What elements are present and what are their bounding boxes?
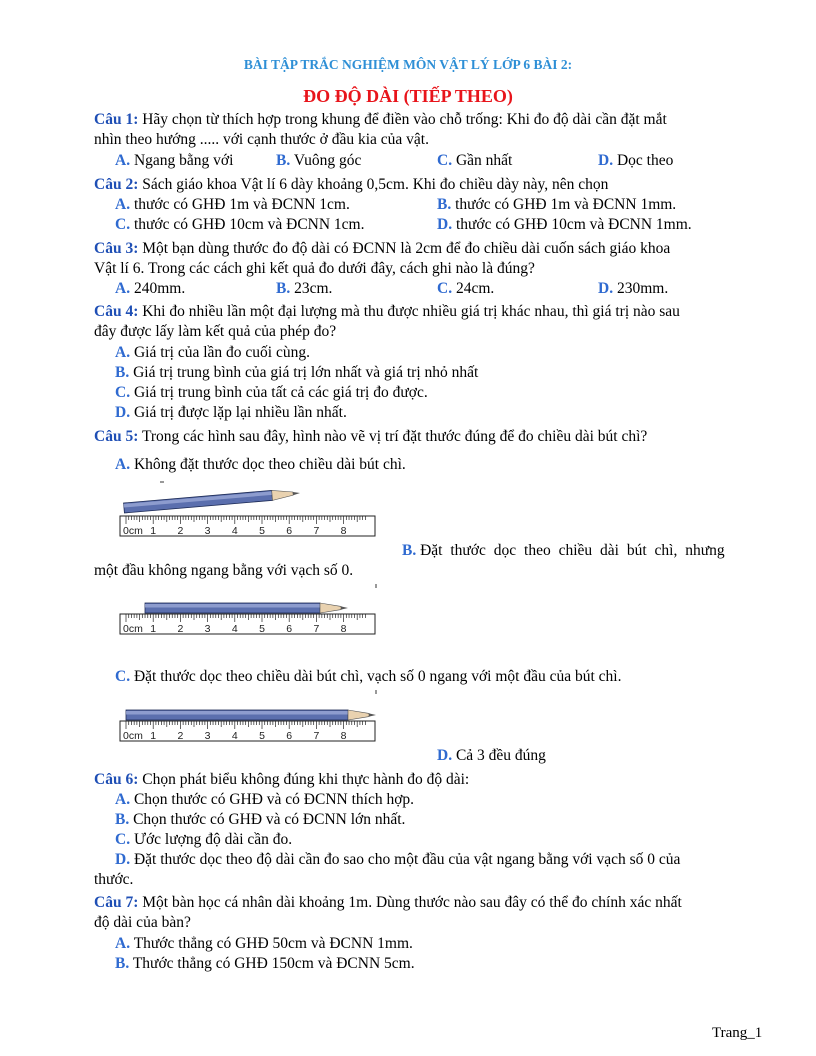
ruler-label: 1 <box>150 623 157 635</box>
ruler-pencil-figure-b <box>118 582 380 640</box>
ruler-label: 7 <box>313 623 320 635</box>
ruler-label: 6 <box>286 525 293 537</box>
q1-option-b: B. Vuông góc <box>276 152 362 169</box>
pencil-wood <box>348 710 369 720</box>
pencil-highlight <box>126 711 348 715</box>
ruler-label-0: 0cm <box>123 730 143 742</box>
q4-line2: đây được lấy làm kết quả của phép đo? <box>94 323 337 340</box>
ruler-body <box>120 614 375 634</box>
pencil-wood <box>272 489 294 501</box>
q4-option-a: A. Giá trị của lần đo cuối cùng. <box>115 344 310 361</box>
q5-option-a: A. Không đặt thước dọc theo chiều dài bút chì. <box>115 456 406 473</box>
q6-option-d: D. Đặt thước dọc theo độ dài cần đo sao cho một đầu của vật ngang bằng với vạch số 0 của <box>115 851 681 868</box>
ruler-label: 2 <box>177 730 184 742</box>
q2-option-b: B. thước có GHĐ 1m và ĐCNN 1mm. <box>437 196 677 213</box>
q4-line1: Câu 4: Khi đo nhiều lần một đại lượng mà thu được nhiều giá trị khác nhau, thì giá trị nào sau <box>94 303 680 320</box>
q6-option-d-line2: thước. <box>94 871 134 888</box>
ruler-label: 3 <box>204 525 211 537</box>
q6-option-b: B. Chọn thước có GHĐ và có ĐCNN lớn nhất. <box>115 811 406 828</box>
page-title: BÀI TẬP TRẮC NGHIỆM MÔN VẬT LÝ LỚP 6 BÀI 2: <box>243 57 573 72</box>
ruler-label: 2 <box>177 623 184 635</box>
q1-line2: nhìn theo hướng ..... với cạnh thước ở đầu kia của vật. <box>94 131 429 148</box>
q5-option-d: D. Cả 3 đều đúng <box>437 747 546 764</box>
q1-option-a: A. Ngang bằng với <box>115 152 234 169</box>
q2-label: Câu 2: <box>94 176 139 193</box>
ruler-pencil-figure-a <box>118 478 380 540</box>
q6-label: Câu 6: <box>94 771 139 788</box>
pencil-tip <box>341 606 348 609</box>
page-subtitle: ĐO ĐỘ DÀI (TIẾP THEO) <box>303 86 513 106</box>
ruler-label: 4 <box>231 730 238 742</box>
q7-label: Câu 7: <box>94 894 139 911</box>
ruler-label: 8 <box>340 623 347 635</box>
ruler-body <box>120 721 375 741</box>
q5-option-b-line1: B. Đặt thước dọc theo chiều dài bút chì, nhưng <box>402 542 725 559</box>
q5-option-c: C. Đặt thước dọc theo chiều dài bút chì, vạch số 0 ngang với một đầu của bút chì. <box>115 668 622 685</box>
q4-label: Câu 4: <box>94 303 139 320</box>
ruler-label: 3 <box>204 623 211 635</box>
q3-option-b: B. 23cm. <box>276 280 333 297</box>
q2-option-d: D. thước có GHĐ 10cm và ĐCNN 1mm. <box>437 216 692 233</box>
ruler-label: 2 <box>177 525 184 537</box>
ruler-label: 7 <box>313 730 320 742</box>
q6-line1: Câu 6: Chọn phát biểu không đúng khi thực hành đo độ dài: <box>94 771 470 788</box>
ruler-label: 1 <box>150 730 157 742</box>
ruler-label: 5 <box>259 623 265 635</box>
pencil <box>126 710 376 720</box>
ruler-label: 5 <box>259 730 265 742</box>
page-number: Trang_1 <box>712 1025 763 1041</box>
ruler-pencil-figure-c <box>118 688 380 746</box>
ruler-label: 7 <box>313 525 320 537</box>
q5-label: Câu 5: <box>94 428 139 445</box>
ruler-label-0: 0cm <box>123 525 143 537</box>
pencil-highlight <box>145 604 320 608</box>
q2-option-c: C. thước có GHĐ 10cm và ĐCNN 1cm. <box>115 216 365 233</box>
q3-option-d: D. 230mm. <box>598 280 669 297</box>
ruler-label: 6 <box>286 623 293 635</box>
q3-label: Câu 3: <box>94 240 139 257</box>
q1-line1: Câu 1: Hãy chọn từ thích hợp trong khung để điền vào chỗ trống: Khi đo độ dài cần đặt mắt <box>94 111 667 128</box>
q3-option-a: A. 240mm. <box>115 280 186 297</box>
ruler-label: 8 <box>340 525 347 537</box>
q6-option-a: A. Chọn thước có GHĐ và có ĐCNN thích hợp. <box>115 791 415 808</box>
pencil <box>145 603 348 613</box>
q3-line2: Vật lí 6. Trong các cách ghi kết quả đo dưới đây, cách ghi nào là đúng? <box>94 260 535 277</box>
pencil-wood <box>320 603 341 613</box>
q7-option-b: B. Thước thẳng có GHĐ 150cm và ĐCNN 5cm. <box>115 955 415 972</box>
q5-option-b-line2: một đầu không ngang bằng với vạch số 0. <box>94 562 354 579</box>
ruler-body <box>120 516 375 536</box>
q7-option-a: A. Thước thẳng có GHĐ 50cm và ĐCNN 1mm. <box>115 935 413 952</box>
pencil <box>124 488 301 513</box>
q4-option-b: B. Giá trị trung bình của giá trị lớn nhất và giá trị nhỏ nhất <box>115 364 479 381</box>
ruler-label-0: 0cm <box>123 623 143 635</box>
q4-option-c: C. Giá trị trung bình của tất cả các giá trị đo được. <box>115 384 428 401</box>
q1-option-d: D. Dọc theo <box>598 152 674 169</box>
ruler-label: 8 <box>340 730 347 742</box>
ruler-label: 1 <box>150 525 157 537</box>
q3-line1: Câu 3: Một bạn dùng thước đo độ dài có ĐCNN là 2cm để đo chiều dài cuốn sách giáo khoa <box>94 240 671 257</box>
ruler-label: 6 <box>286 730 293 742</box>
q7-line1: Câu 7: Một bàn học cá nhân dài khoảng 1m. Dùng thước nào sau đây có thể đo chính xác nhất <box>94 894 682 911</box>
ruler-label: 4 <box>231 623 238 635</box>
pencil-tip <box>293 491 300 495</box>
pencil-tip <box>369 713 376 716</box>
q1-option-c: C. Gần nhất <box>437 152 513 169</box>
ruler-label: 5 <box>259 525 265 537</box>
ruler-label: 3 <box>204 730 211 742</box>
ruler-label: 4 <box>231 525 238 537</box>
q7-line2: độ dài của bàn? <box>94 914 191 931</box>
q5-line1: Câu 5: Trong các hình sau đây, hình nào vẽ vị trí đặt thước đúng để đo chiều dài bút chì? <box>94 428 648 445</box>
q3-option-c: C. 24cm. <box>437 280 495 297</box>
q2-line1: Câu 2: Sách giáo khoa Vật lí 6 dày khoảng 0,5cm. Khi đo chiều dày này, nên chọn <box>94 176 609 193</box>
q1-label: Câu 1: <box>94 111 139 128</box>
q6-option-c: C. Ước lượng độ dài cần đo. <box>115 831 293 848</box>
q2-option-a: A. thước có GHĐ 1m và ĐCNN 1cm. <box>115 196 350 213</box>
q4-option-d: D. Giá trị được lặp lại nhiều lần nhất. <box>115 404 347 421</box>
